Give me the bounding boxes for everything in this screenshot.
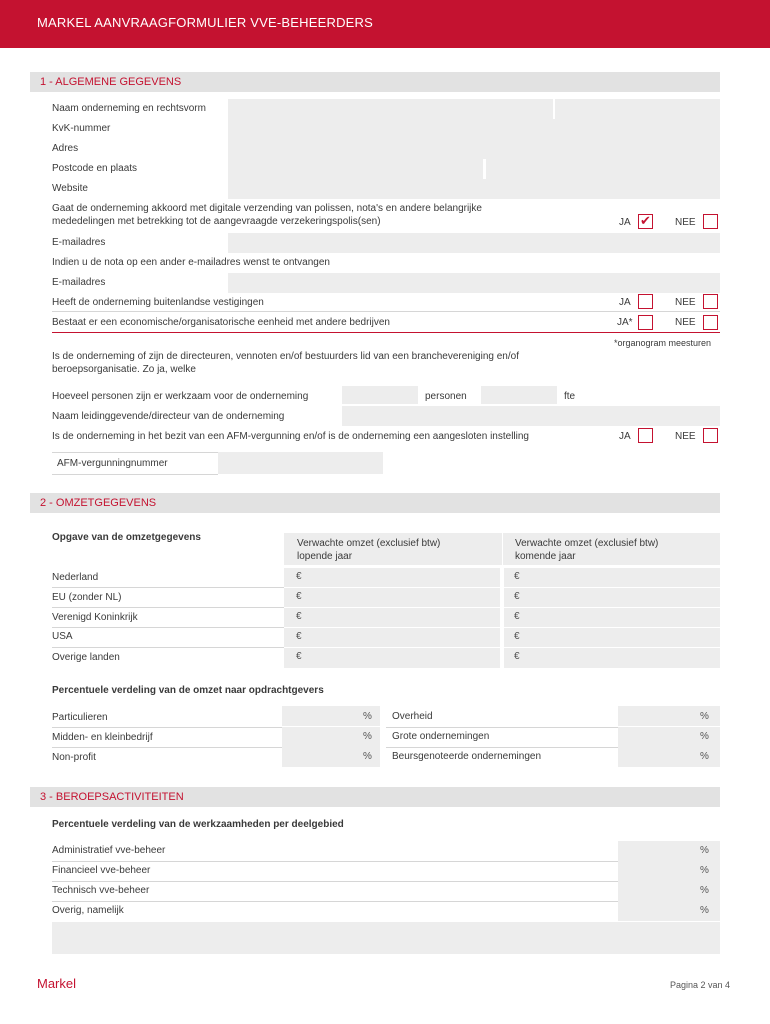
afm-nee-checkbox[interactable] (703, 428, 718, 443)
column-separator (502, 533, 503, 565)
deelgebied-label: Overig, namelijk (52, 905, 124, 916)
euro-sign: € (514, 571, 520, 582)
col1-header-line2: lopende jaar (297, 551, 353, 562)
afm-ja-checkbox[interactable] (638, 428, 653, 443)
percent-sign: % (700, 865, 709, 876)
personen-unit: personen (425, 391, 467, 402)
deelgebied-label: Technisch vve-beheer (52, 885, 150, 896)
omzet-lopend-field[interactable] (284, 568, 500, 587)
economisch-ja-label: JA* (617, 317, 633, 328)
fte-field[interactable] (481, 386, 557, 404)
opdrachtgever-label: Beursgenoteerde ondernemingen (392, 751, 541, 762)
economisch-nee-checkbox[interactable] (703, 315, 718, 330)
branche-question-line2: beroepsorganisatie. Zo ja, welke (52, 364, 196, 375)
divider (52, 474, 218, 475)
email2-field[interactable] (228, 273, 720, 293)
website-field[interactable] (228, 179, 720, 199)
naam-label: Naam onderneming en rechtsvorm (52, 103, 206, 114)
buitenland-label: Heeft de onderneming buitenlandse vestigingen (52, 297, 264, 308)
email1-label: E-mailadres (52, 237, 106, 248)
digitaal-nee-label: NEE (675, 217, 696, 228)
percent-sign: % (363, 711, 372, 722)
percent-sign: % (700, 731, 709, 742)
kvk-label: KvK-nummer (52, 123, 111, 134)
omzet-komend-field[interactable] (504, 608, 720, 627)
naam-field[interactable] (228, 99, 553, 119)
kvk-field[interactable] (228, 119, 720, 139)
percent-sign: % (700, 845, 709, 856)
page-number: Pagina 2 van 4 (670, 980, 731, 990)
economisch-nee-label: NEE (675, 317, 696, 328)
euro-sign: € (514, 591, 520, 602)
digitaal-ja-checkbox[interactable] (638, 214, 653, 229)
email1-field[interactable] (228, 233, 720, 253)
buitenland-ja-label: JA (619, 297, 631, 308)
omzet-row-label: Overige landen (52, 652, 120, 663)
form-title: MARKEL AANVRAAGFORMULIER VVE-BEHEERDERS (37, 15, 374, 30)
euro-sign: € (296, 571, 302, 582)
col2-header-line1: Verwachte omzet (exclusief btw) (515, 538, 659, 549)
col2-header-line2: komende jaar (515, 551, 576, 562)
postcode-field[interactable] (228, 159, 483, 179)
adres-field[interactable] (228, 139, 720, 159)
percent-sign: % (363, 751, 372, 762)
omzet-lopend-field[interactable] (284, 588, 500, 607)
divider (386, 747, 618, 748)
digitaal-ja-label: JA (619, 217, 631, 228)
omzet-row-label: EU (zonder NL) (52, 592, 122, 603)
opdrachtgever-label: Non-profit (52, 752, 96, 763)
checkmark-icon: ✔ (640, 213, 651, 228)
fte-unit: fte (564, 391, 576, 402)
euro-sign: € (296, 651, 302, 662)
omzet-row-label: Verenigd Koninkrijk (52, 612, 138, 623)
omzet-lopend-field[interactable] (284, 648, 500, 668)
email2-label: E-mailadres (52, 277, 106, 288)
opdrachtgever-label: Grote ondernemingen (392, 731, 490, 742)
personen-question: Hoeveel personen zijn er werkzaam voor de onderneming (52, 391, 309, 402)
leidinggevende-field[interactable] (342, 406, 720, 426)
euro-sign: € (296, 591, 302, 602)
verdeling-omzet-label: Percentuele verdeling van de omzet naar opdrachtgevers (52, 685, 324, 696)
overig-namelijk-field[interactable] (52, 922, 720, 954)
divider (52, 747, 282, 748)
plaats-field[interactable] (486, 159, 720, 179)
divider (52, 607, 284, 608)
euro-sign: € (514, 631, 520, 642)
leidinggevende-label: Naam leidinggevende/directeur van de onderneming (52, 411, 285, 422)
omzet-komend-field[interactable] (504, 648, 720, 668)
afm-nummer-field[interactable] (218, 452, 383, 474)
opdrachtgever-label: Particulieren (52, 712, 108, 723)
opgave-label: Opgave van de omzetgegevens (52, 532, 201, 543)
percent-sign: % (700, 885, 709, 896)
deelgebied-label: Financieel vve-beheer (52, 865, 151, 876)
afm-nummer-label: AFM-vergunningnummer (57, 458, 168, 469)
omzet-row-label: USA (52, 631, 73, 642)
buitenland-nee-label: NEE (675, 297, 696, 308)
section-3-title: 3 - BEROEPSACTIVITEITEN (40, 791, 184, 803)
divider (52, 647, 284, 648)
divider (52, 627, 284, 628)
website-label: Website (52, 183, 88, 194)
omzet-lopend-field[interactable] (284, 608, 500, 627)
euro-sign: € (296, 631, 302, 642)
red-divider (52, 332, 720, 333)
rechtsvorm-field[interactable] (555, 99, 720, 119)
divider (52, 311, 720, 312)
buitenland-ja-checkbox[interactable] (638, 294, 653, 309)
afm-question: Is de onderneming in het bezit van een AFM-vergunning en/of is de onderneming een aangesloten instelling (52, 431, 529, 442)
euro-sign: € (514, 651, 520, 662)
omzet-komend-field[interactable] (504, 588, 720, 607)
omzet-komend-field[interactable] (504, 628, 720, 647)
section-2-title: 2 - OMZETGEGEVENS (40, 497, 157, 509)
omzet-komend-field[interactable] (504, 568, 720, 587)
afm-nee-label: NEE (675, 431, 696, 442)
divider (52, 587, 284, 588)
personen-field[interactable] (342, 386, 418, 404)
euro-sign: € (296, 611, 302, 622)
percent-sign: % (700, 751, 709, 762)
economisch-label: Bestaat er een economische/organisatorische eenheid met andere bedrijven (52, 317, 390, 328)
economisch-ja-checkbox[interactable] (638, 315, 653, 330)
divider (52, 861, 618, 862)
section-1-title: 1 - ALGEMENE GEGEVENS (40, 76, 182, 88)
percent-sign: % (700, 905, 709, 916)
divider (52, 901, 618, 902)
opdrachtgever-label: Overheid (392, 711, 433, 722)
divider (52, 452, 218, 453)
omzet-lopend-field[interactable] (284, 628, 500, 647)
col1-header-line1: Verwachte omzet (exclusief btw) (297, 538, 441, 549)
opdrachtgever-label: Midden- en kleinbedrijf (52, 732, 153, 743)
digitaal-nee-checkbox[interactable] (703, 214, 718, 229)
digitaal-question-line1: Gaat de onderneming akkoord met digitale verzending van polissen, nota's en andere belangrijke (52, 203, 482, 214)
buitenland-nee-checkbox[interactable] (703, 294, 718, 309)
postcode-label: Postcode en plaats (52, 163, 138, 174)
percent-sign: % (363, 731, 372, 742)
verdeling-werkzaamheden-label: Percentuele verdeling van de werkzaamheden per deelgebied (52, 819, 344, 830)
markel-logo: Markel (37, 976, 77, 991)
deelgebied-label: Administratief vve-beheer (52, 845, 166, 856)
organogram-note: *organogram meesturen (614, 338, 712, 348)
digitaal-question-line2: mededelingen met betrekking tot de aangevraagde verzekeringspolis(sen) (52, 216, 381, 227)
divider (52, 727, 282, 728)
percent-sign: % (700, 711, 709, 722)
nota-label: Indien u de nota op een ander e-mailadres wenst te ontvangen (52, 257, 330, 268)
omzet-row-label: Nederland (52, 572, 99, 583)
adres-label: Adres (52, 143, 79, 154)
branche-question-line1: Is de onderneming of zijn de directeuren, vennoten en/of bestuurders lid van een branchevereniging en/of (52, 351, 519, 362)
afm-ja-label: JA (619, 431, 631, 442)
divider (52, 881, 618, 882)
divider (386, 727, 618, 728)
euro-sign: € (514, 611, 520, 622)
